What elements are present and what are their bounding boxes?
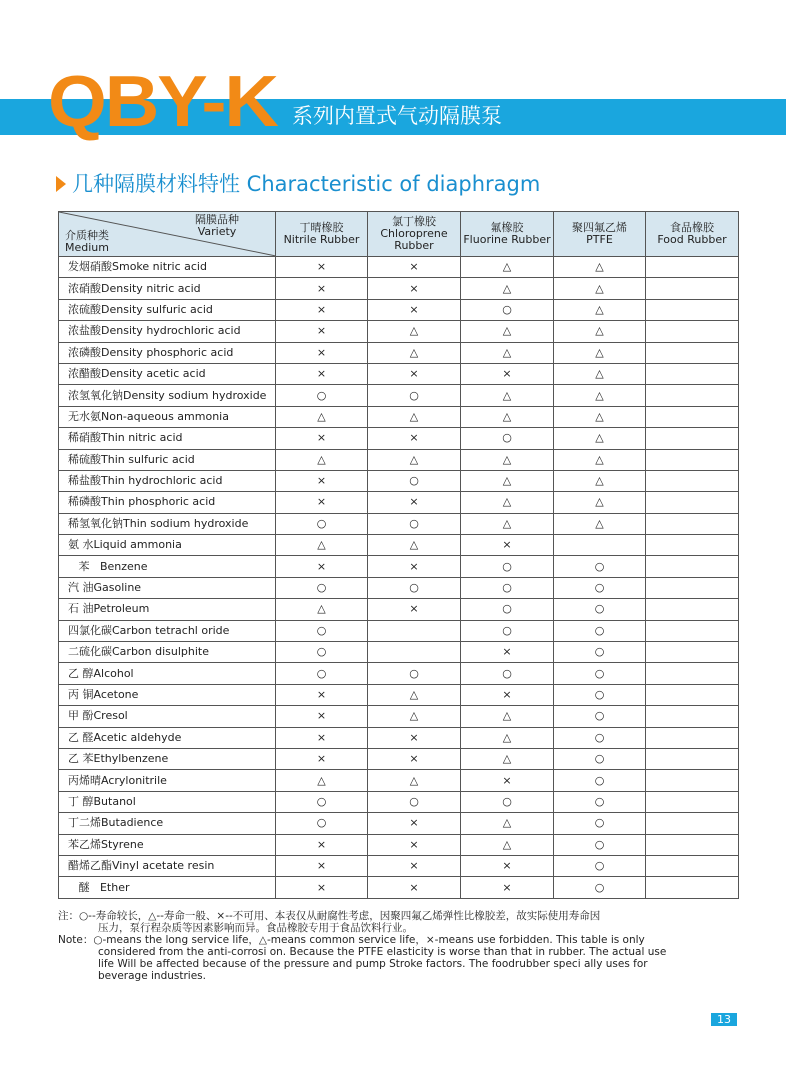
header-subtitle: 系列内置式气动隔膜泵 [292, 104, 502, 128]
rating-cell [646, 470, 739, 491]
rating-cell: △ [554, 513, 646, 534]
rating-cell: × [368, 599, 461, 620]
rating-cell: ○ [461, 599, 554, 620]
rating-cell [646, 727, 739, 748]
rating-cell: × [276, 363, 368, 384]
corner-medium [65, 230, 109, 254]
rating-cell [646, 577, 739, 598]
table-header-row [59, 212, 739, 257]
corner-header [59, 212, 276, 257]
column-header-nitrile [276, 212, 368, 257]
corner-variety [195, 214, 239, 238]
rating-cell: × [368, 299, 461, 320]
column-header-fluorine [461, 212, 554, 257]
rating-cell: ○ [276, 663, 368, 684]
rating-cell: △ [461, 706, 554, 727]
rating-cell [646, 791, 739, 812]
rating-cell: × [461, 642, 554, 663]
table-row [59, 684, 739, 705]
rating-cell [646, 684, 739, 705]
rating-cell: × [368, 877, 461, 898]
rating-cell: ○ [276, 791, 368, 812]
rating-cell [646, 706, 739, 727]
rating-cell: ○ [461, 791, 554, 812]
rating-cell: × [276, 727, 368, 748]
rating-cell: ○ [368, 385, 461, 406]
rating-cell: × [461, 363, 554, 384]
table-row [59, 791, 739, 812]
rating-cell: × [276, 706, 368, 727]
table-row [59, 342, 739, 363]
rating-cell: × [461, 684, 554, 705]
rating-cell: ○ [276, 513, 368, 534]
table-row [59, 770, 739, 791]
rating-cell [646, 877, 739, 898]
corner-medium-cn: 介质种类 [65, 229, 109, 242]
rating-cell: △ [368, 406, 461, 427]
rating-cell: △ [554, 342, 646, 363]
rating-cell: ○ [554, 748, 646, 769]
rating-cell: ○ [554, 620, 646, 641]
rating-cell [646, 363, 739, 384]
rating-cell [368, 620, 461, 641]
medium-cell: 浓盐酸Density hydrochloric acid [59, 321, 276, 342]
note-en-line: considered from the anti-corrosi on. Because the PTFE elasticity is worse than that in rubber. The actual use [98, 946, 667, 958]
rating-cell: × [368, 834, 461, 855]
rating-cell: × [368, 813, 461, 834]
rating-cell [646, 299, 739, 320]
rating-cell: △ [461, 342, 554, 363]
rating-cell [646, 642, 739, 663]
medium-cell: 稀盐酸Thin hydrochloric acid [59, 470, 276, 491]
rating-cell [646, 834, 739, 855]
note-en-line: life Will be affected because of the pressure and pump Stroke factors. The foodrubber speci ally uses for [98, 958, 648, 970]
rating-cell: × [276, 321, 368, 342]
rating-cell: △ [461, 257, 554, 278]
rating-cell: △ [461, 813, 554, 834]
rating-cell [646, 385, 739, 406]
rating-cell: ○ [554, 599, 646, 620]
table-row [59, 877, 739, 898]
medium-cell: 氨 水Liquid ammonia [59, 535, 276, 556]
rating-cell: × [368, 257, 461, 278]
rating-cell: ○ [368, 663, 461, 684]
rating-cell [646, 813, 739, 834]
medium-cell: 浓硝酸Density nitric acid [59, 278, 276, 299]
rating-cell: × [276, 855, 368, 876]
corner-variety-cn: 隔膜品种 [195, 213, 239, 226]
rating-cell: ○ [461, 299, 554, 320]
rating-cell: ○ [554, 642, 646, 663]
rating-cell [646, 257, 739, 278]
column-header-food-rubber [646, 212, 739, 257]
rating-cell: ○ [554, 834, 646, 855]
rating-cell: △ [554, 321, 646, 342]
rating-cell [646, 770, 739, 791]
note-en-line: Note：○-means the long service life，△-means common service life，×-means use forbidden. This table is only [58, 934, 645, 946]
table-row [59, 257, 739, 278]
rating-cell: △ [461, 321, 554, 342]
rating-cell: △ [368, 706, 461, 727]
column-en: Fluorine Rubber [463, 233, 551, 246]
rating-cell: △ [461, 727, 554, 748]
rating-cell: × [368, 748, 461, 769]
rating-cell: ○ [554, 663, 646, 684]
rating-cell: ○ [461, 556, 554, 577]
column-header-chloroprene [368, 212, 461, 257]
rating-cell: △ [461, 470, 554, 491]
rating-cell: × [276, 492, 368, 513]
rating-cell: × [276, 342, 368, 363]
table-row [59, 535, 739, 556]
rating-cell: ○ [554, 877, 646, 898]
rating-cell [646, 321, 739, 342]
column-en: Nitrile Rubber [283, 233, 360, 246]
table-row [59, 385, 739, 406]
rating-cell: ○ [276, 385, 368, 406]
rating-cell: △ [461, 834, 554, 855]
column-en: Chloroprene Rubber [380, 227, 448, 252]
rating-cell [646, 535, 739, 556]
rating-cell: △ [368, 535, 461, 556]
rating-cell: △ [461, 385, 554, 406]
medium-cell: 发烟硝酸Smoke nitric acid [59, 257, 276, 278]
rating-cell: × [276, 257, 368, 278]
rating-cell: ○ [554, 813, 646, 834]
table-row [59, 363, 739, 384]
rating-cell: ○ [276, 642, 368, 663]
rating-cell: ○ [461, 663, 554, 684]
rating-cell: × [276, 278, 368, 299]
table-row [59, 428, 739, 449]
table-body [59, 257, 739, 899]
rating-cell: ○ [554, 556, 646, 577]
rating-cell: × [276, 684, 368, 705]
section-title [56, 171, 540, 197]
medium-cell: 浓硫酸Density sulfuric acid [59, 299, 276, 320]
rating-cell: △ [554, 257, 646, 278]
rating-cell: × [276, 748, 368, 769]
column-cn: 食品橡胶 [670, 221, 714, 234]
rating-cell: × [461, 855, 554, 876]
column-en: Food Rubber [657, 233, 727, 246]
rating-cell: △ [368, 321, 461, 342]
column-en: PTFE [586, 233, 613, 246]
rating-cell: △ [554, 492, 646, 513]
rating-cell: ○ [276, 620, 368, 641]
table-row [59, 748, 739, 769]
table-row [59, 278, 739, 299]
table-row [59, 599, 739, 620]
table-row [59, 577, 739, 598]
table-row [59, 813, 739, 834]
rating-cell [646, 492, 739, 513]
rating-cell: △ [461, 513, 554, 534]
rating-cell: ○ [554, 577, 646, 598]
column-cn: 聚四氟乙烯 [572, 221, 627, 234]
rating-cell: △ [461, 406, 554, 427]
rating-cell: ○ [461, 577, 554, 598]
rating-cell: ○ [368, 791, 461, 812]
rating-cell: ○ [368, 470, 461, 491]
medium-cell: 稀氢氧化钠Thin sodium hydroxide [59, 513, 276, 534]
rating-cell: △ [276, 406, 368, 427]
rating-cell: △ [368, 449, 461, 470]
medium-cell: 苯 Benzene [59, 556, 276, 577]
rating-cell: △ [461, 278, 554, 299]
table-row [59, 513, 739, 534]
medium-cell: 浓磷酸Density phosphoric acid [59, 342, 276, 363]
rating-cell [646, 748, 739, 769]
medium-cell: 稀硫酸Thin sulfuric acid [59, 449, 276, 470]
table-row [59, 556, 739, 577]
rating-cell: ○ [368, 577, 461, 598]
rating-cell: × [461, 535, 554, 556]
column-cn: 氟橡胶 [490, 221, 524, 234]
medium-cell: 乙 醛Acetic aldehyde [59, 727, 276, 748]
rating-cell: △ [461, 449, 554, 470]
rating-cell: △ [554, 428, 646, 449]
footnote [58, 910, 738, 982]
medium-cell: 苯乙烯Styrene [59, 834, 276, 855]
diaphragm-characteristics-table [58, 211, 739, 899]
medium-cell: 醚 Ether [59, 877, 276, 898]
corner-medium-en: Medium [65, 241, 109, 254]
rating-cell: ○ [276, 813, 368, 834]
rating-cell [646, 513, 739, 534]
rating-cell: △ [554, 363, 646, 384]
column-header-ptfe [554, 212, 646, 257]
rating-cell: × [461, 877, 554, 898]
rating-cell [646, 342, 739, 363]
medium-cell: 甲 酚Cresol [59, 706, 276, 727]
rating-cell: × [368, 556, 461, 577]
rating-cell: × [276, 470, 368, 491]
rating-cell: △ [461, 492, 554, 513]
rating-cell [646, 428, 739, 449]
rating-cell: ○ [554, 855, 646, 876]
rating-cell: △ [276, 599, 368, 620]
rating-cell: △ [368, 342, 461, 363]
rating-cell: × [368, 278, 461, 299]
rating-cell: × [276, 556, 368, 577]
table-row [59, 663, 739, 684]
column-cn: 氯丁橡胶 [392, 215, 436, 228]
rating-cell [646, 406, 739, 427]
table-row [59, 321, 739, 342]
note-cn-line: 注：○--寿命较长，△--寿命一般、×--不可用、本表仅从耐腐性考虑，因聚四氟乙烯弹性比橡胶差，故实际使用寿命因 [58, 910, 601, 922]
rating-cell: ○ [461, 620, 554, 641]
rating-cell: × [368, 727, 461, 748]
rating-cell: △ [554, 406, 646, 427]
rating-cell: △ [554, 385, 646, 406]
rating-cell: △ [276, 535, 368, 556]
medium-cell: 浓氢氧化钠Density sodium hydroxide [59, 385, 276, 406]
medium-cell: 丁二烯Butadience [59, 813, 276, 834]
rating-cell [646, 556, 739, 577]
rating-cell [646, 599, 739, 620]
rating-cell [646, 278, 739, 299]
rating-cell: △ [368, 770, 461, 791]
rating-cell [554, 535, 646, 556]
rating-cell: × [276, 428, 368, 449]
medium-cell: 丙烯晴Acrylonitrile [59, 770, 276, 791]
table-row [59, 492, 739, 513]
medium-cell: 二硫化碳Carbon disulphite [59, 642, 276, 663]
rating-cell: × [276, 877, 368, 898]
medium-cell: 稀硝酸Thin nitric acid [59, 428, 276, 449]
column-cn: 丁晴橡胶 [299, 221, 344, 234]
note-cn-line: 压力，泵行程杂质等因素影响而异。食品橡胶专用于食品饮料行业。 [98, 922, 413, 934]
rating-cell [646, 855, 739, 876]
rating-cell: × [461, 770, 554, 791]
rating-cell [646, 663, 739, 684]
rating-cell: × [368, 855, 461, 876]
rating-cell [368, 642, 461, 663]
section-title-text: 几种隔膜材料特性 Characteristic of diaphragm [72, 172, 541, 196]
medium-cell: 醋烯乙酯Vinyl acetate resin [59, 855, 276, 876]
medium-cell: 汽 油Gasoline [59, 577, 276, 598]
medium-cell: 石 油Petroleum [59, 599, 276, 620]
medium-cell: 无水氨Non-aqueous ammonia [59, 406, 276, 427]
rating-cell: × [368, 428, 461, 449]
table-row [59, 620, 739, 641]
medium-cell: 浓醋酸Density acetic acid [59, 363, 276, 384]
rating-cell: ○ [461, 428, 554, 449]
rating-cell: △ [276, 449, 368, 470]
table-row [59, 642, 739, 663]
rating-cell: △ [554, 299, 646, 320]
rating-cell: ○ [368, 513, 461, 534]
table-row [59, 406, 739, 427]
corner-variety-en: Variety [197, 225, 237, 238]
table-row [59, 834, 739, 855]
rating-cell: ○ [554, 791, 646, 812]
medium-cell: 丙 铜Acetone [59, 684, 276, 705]
rating-cell: ○ [554, 770, 646, 791]
rating-cell: △ [554, 278, 646, 299]
table-row [59, 470, 739, 491]
table-row [59, 855, 739, 876]
medium-cell: 丁 醇Butanol [59, 791, 276, 812]
rating-cell: × [276, 299, 368, 320]
rating-cell: ○ [554, 684, 646, 705]
table-row [59, 299, 739, 320]
rating-cell: ○ [554, 727, 646, 748]
rating-cell [646, 449, 739, 470]
table-row [59, 706, 739, 727]
note-en-line: beverage industries. [98, 970, 206, 982]
rating-cell: ○ [554, 706, 646, 727]
rating-cell: △ [461, 748, 554, 769]
brand-logo: QBY-K [48, 62, 277, 142]
rating-cell [646, 620, 739, 641]
medium-cell: 四氯化碳Carbon tetrachl oride [59, 620, 276, 641]
rating-cell: ○ [276, 577, 368, 598]
rating-cell: △ [554, 470, 646, 491]
rating-cell: × [368, 492, 461, 513]
rating-cell: △ [554, 449, 646, 470]
table-row [59, 727, 739, 748]
medium-cell: 乙 苯Ethylbenzene [59, 748, 276, 769]
rating-cell: × [276, 834, 368, 855]
page-number: 13 [711, 1013, 737, 1026]
rating-cell: × [368, 363, 461, 384]
rating-cell: △ [276, 770, 368, 791]
section-marker-icon [56, 176, 66, 192]
table-row [59, 449, 739, 470]
medium-cell: 乙 醇Alcohol [59, 663, 276, 684]
medium-cell: 稀磷酸Thin phosphoric acid [59, 492, 276, 513]
rating-cell: △ [368, 684, 461, 705]
